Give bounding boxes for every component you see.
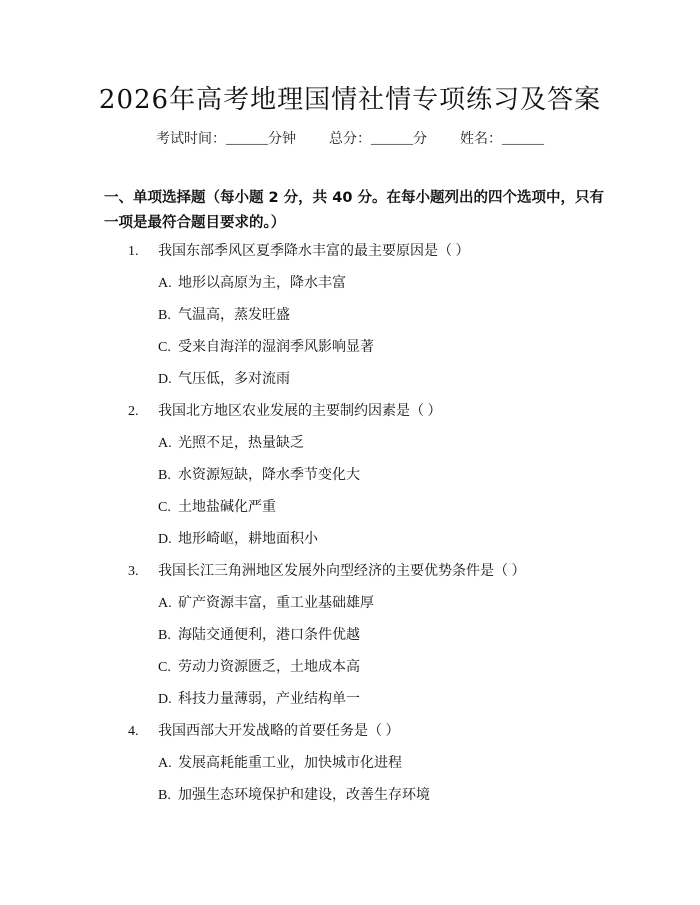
question-2 xyxy=(128,400,598,432)
option-1d xyxy=(128,368,598,400)
option-letter: D. xyxy=(158,532,172,547)
option-1a xyxy=(128,272,598,304)
option-text: 劳动力资源匮乏，土地成本高 xyxy=(178,660,360,675)
total-score-unit: 分 xyxy=(413,132,427,147)
question-text: 我国北方地区农业发展的主要制约因素是（ ） xyxy=(158,404,442,419)
question-text: 我国西部大开发战略的首要任务是（ ） xyxy=(158,724,400,739)
option-text: 地形以高原为主，降水丰富 xyxy=(178,276,346,291)
option-letter: A. xyxy=(158,276,172,291)
option-letter: A. xyxy=(158,756,172,771)
question-list xyxy=(128,240,598,816)
option-text: 气压低，多对流雨 xyxy=(178,372,290,387)
option-text: 海陆交通便利，港口条件优越 xyxy=(178,628,360,643)
total-score-blank: ______ xyxy=(371,132,413,147)
question-text: 我国长江三角洲地区发展外向型经济的主要优势条件是（ ） xyxy=(158,564,526,579)
option-text: 矿产资源丰富，重工业基础雄厚 xyxy=(178,596,374,611)
option-2d xyxy=(128,528,598,560)
question-1 xyxy=(128,240,598,272)
option-letter: C. xyxy=(158,340,171,355)
section-heading: 一、单项选择题（每小题 2 分，共 40 分。在每小题列出的四个选项中，只有一项是最符合题目要求的。） xyxy=(104,190,604,231)
question-number: 1. xyxy=(128,244,139,259)
option-letter: D. xyxy=(158,372,172,387)
question-number: 3. xyxy=(128,564,139,579)
option-3b xyxy=(128,624,598,656)
option-2a xyxy=(128,432,598,464)
question-3 xyxy=(128,560,598,592)
option-text: 水资源短缺，降水季节变化大 xyxy=(178,468,360,483)
option-1b xyxy=(128,304,598,336)
option-letter: C. xyxy=(158,660,171,675)
option-letter: B. xyxy=(158,788,171,803)
option-text: 气温高，蒸发旺盛 xyxy=(178,308,290,323)
option-letter: C. xyxy=(158,500,171,515)
option-text: 光照不足，热量缺乏 xyxy=(178,436,304,451)
exam-time-unit: 分钟 xyxy=(268,132,296,147)
option-text: 科技力量薄弱，产业结构单一 xyxy=(178,692,360,707)
total-score-label: 总分： xyxy=(329,132,371,147)
option-4a xyxy=(128,752,598,784)
option-text: 土地盐碱化严重 xyxy=(178,500,276,515)
option-text: 发展高耗能重工业，加快城市化进程 xyxy=(178,756,402,771)
option-letter: A. xyxy=(158,596,172,611)
question-number: 2. xyxy=(128,404,139,419)
option-letter: D. xyxy=(158,692,172,707)
name-label: 姓名： xyxy=(460,132,502,147)
question-number: 4. xyxy=(128,724,139,739)
exam-info-line xyxy=(0,128,700,152)
exam-time-label: 考试时间： xyxy=(156,132,226,147)
exam-time-blank: ______ xyxy=(226,132,268,147)
option-3c xyxy=(128,656,598,688)
option-letter: B. xyxy=(158,468,171,483)
option-letter: B. xyxy=(158,628,171,643)
option-text: 受来自海洋的湿润季风影响显著 xyxy=(178,340,374,355)
option-text: 地形崎岖，耕地面积小 xyxy=(178,532,318,547)
question-4 xyxy=(128,720,598,752)
question-text: 我国东部季风区夏季降水丰富的最主要原因是（ ） xyxy=(158,244,470,259)
option-3d xyxy=(128,688,598,720)
page-title: 2026年高考地理国情社情专项练习及答案 xyxy=(98,85,602,115)
option-3a xyxy=(128,592,598,624)
option-2c xyxy=(128,496,598,528)
name-blank: ______ xyxy=(502,132,544,147)
option-letter: A. xyxy=(158,436,172,451)
option-2b xyxy=(128,464,598,496)
option-1c xyxy=(128,336,598,368)
option-text: 加强生态环境保护和建设，改善生存环境 xyxy=(178,788,430,803)
option-4b xyxy=(128,784,598,816)
option-letter: B. xyxy=(158,308,171,323)
